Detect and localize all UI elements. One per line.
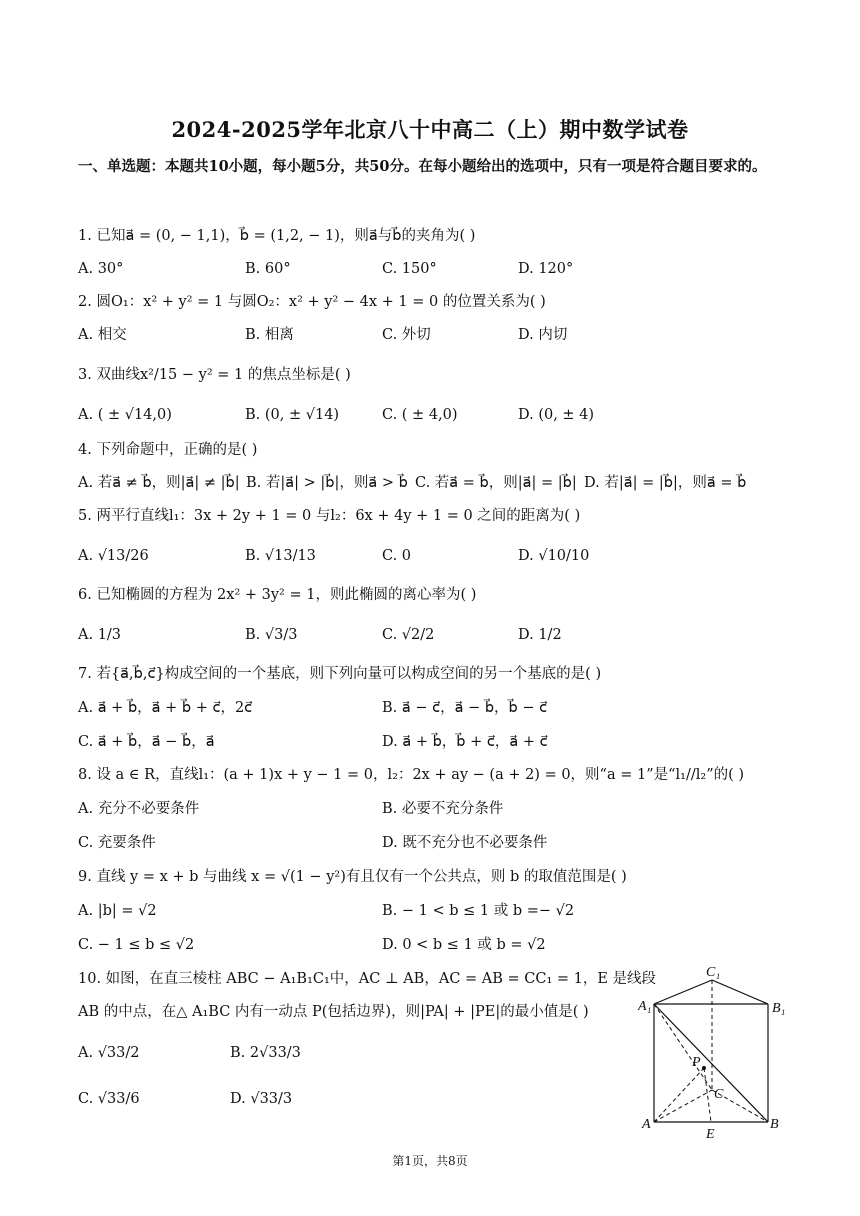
page-footer: 第1页，共8页 xyxy=(392,1154,468,1168)
question-2-stem: 2. 圆O₁：x² + y² = 1 与圆O₂：x² + y² − 4x + 1 = 0 的位置关系为( ) xyxy=(78,294,546,310)
question-8-option-d: D. 既不充分也不必要条件 xyxy=(382,835,548,851)
question-9-stem: 9. 直线 y = x + b 与曲线 x = √(1 − y²)有且仅有一个公共点，则 b 的取值范围是( ) xyxy=(78,869,627,885)
label-p: P xyxy=(692,1055,701,1070)
question-5-option-c: C. 0 xyxy=(382,548,412,564)
segment-a1-b xyxy=(654,1004,768,1122)
segment-p-e-hidden xyxy=(704,1068,711,1122)
question-5-option-a: A. √13/26 xyxy=(78,548,149,564)
label-b1: B₁ xyxy=(772,1001,786,1016)
question-5-option-b: B. √13/13 xyxy=(245,548,316,564)
point-p xyxy=(702,1066,706,1070)
question-5-option-d: D. √10/10 xyxy=(518,548,590,564)
prism-figure xyxy=(634,960,794,1140)
question-7-stem: 7. 若{a⃗,b⃗,c⃗}构成空间的一个基底，则下列向量可以构成空间的另一个基底的是( ) xyxy=(78,666,602,682)
question-2-option-d: D. 内切 xyxy=(518,327,568,343)
question-6-option-b: B. √3/3 xyxy=(245,627,298,643)
question-9-option-a: A. |b| = √2 xyxy=(78,903,157,919)
question-10-option-d: D. √33/3 xyxy=(230,1091,293,1107)
question-7-option-d: D. a⃗ + b⃗，b⃗ + c⃗，a⃗ + c⃗ xyxy=(382,734,548,750)
label-e: E xyxy=(706,1127,715,1140)
question-2-option-a: A. 相交 xyxy=(78,327,127,343)
question-3-option-a: A. ( ± √14,0) xyxy=(78,407,172,423)
question-10-option-a: A. √33/2 xyxy=(78,1045,140,1061)
question-3-option-d: D. (0, ± 4) xyxy=(518,407,595,423)
question-2-option-c: C. 外切 xyxy=(382,327,431,343)
question-1-option-d: D. 120° xyxy=(518,261,574,277)
question-8-option-a: A. 充分不必要条件 xyxy=(78,801,200,817)
section-heading: 一、单选题：本题共10小题，每小题5分，共50分。在每小题给出的选项中，只有一项是符合题目要求的。 xyxy=(78,158,767,175)
question-9-option-d: D. 0 < b ≤ 1 或 b = √2 xyxy=(382,937,546,953)
question-4-option-c: C. 若a⃗ = b⃗，则|a⃗| = |b⃗| xyxy=(415,475,577,491)
question-4-stem: 4. 下列命题中，正确的是( ) xyxy=(78,442,258,458)
question-9-option-b: B. − 1 < b ≤ 1 或 b =− √2 xyxy=(382,903,575,919)
label-c1: C₁ xyxy=(706,965,721,980)
question-2-option-b: B. 相离 xyxy=(245,327,294,343)
question-8-option-b: B. 必要不充分条件 xyxy=(382,801,504,817)
question-10-stem-line-1: 10. 如图，在直三棱柱 ABC − A₁B₁C₁中，AC ⊥ AB，AC = AB = CC₁ = 1，E 是线段 xyxy=(78,971,657,987)
question-4-option-a: A. 若a⃗ ≠ b⃗，则|a⃗| ≠ |b⃗| xyxy=(78,475,240,491)
question-7-option-c: C. a⃗ + b⃗，a⃗ − b⃗，a⃗ xyxy=(78,734,215,750)
question-6-option-d: D. 1/2 xyxy=(518,627,562,643)
label-b: B xyxy=(770,1117,779,1132)
label-c: C xyxy=(714,1087,724,1102)
exam-title: 2024-2025学年北京八十中高二（上）期中数学试卷 xyxy=(171,117,689,142)
question-6-option-c: C. √2/2 xyxy=(382,627,435,643)
question-1-option-c: C. 150° xyxy=(382,261,437,277)
question-1-stem: 1. 已知a⃗ = (0, − 1,1)，b⃗ = (1,2, − 1)，则a⃗与b⃗的夹角为( ) xyxy=(78,228,476,244)
question-1-option-b: B. 60° xyxy=(245,261,291,277)
label-a: A xyxy=(642,1117,651,1132)
question-3-option-b: B. (0, ± √14) xyxy=(245,407,340,423)
question-1-option-a: A. 30° xyxy=(78,261,124,277)
question-7-option-b: B. a⃗ − c⃗，a⃗ − b⃗，b⃗ − c⃗ xyxy=(382,700,548,716)
question-7-option-a: A. a⃗ + b⃗，a⃗ + b⃗ + c⃗，2c⃗ xyxy=(78,700,253,716)
question-6-stem: 6. 已知椭圆的方程为 2x² + 3y² = 1，则此椭圆的离心率为( ) xyxy=(78,587,477,603)
question-3-option-c: C. ( ± 4,0) xyxy=(382,407,458,423)
question-4-option-b: B. 若|a⃗| > |b⃗|，则a⃗ > b⃗ xyxy=(246,475,408,491)
edge-a-c-hidden xyxy=(654,1090,712,1122)
label-a1: A₁ xyxy=(638,999,652,1014)
question-8-option-c: C. 充要条件 xyxy=(78,835,156,851)
edge-c1-b1 xyxy=(712,980,768,1004)
question-10-option-b: B. 2√33/3 xyxy=(230,1045,301,1061)
edge-a1-c1 xyxy=(654,980,712,1004)
question-3-stem: 3. 双曲线x²/15 − y² = 1 的焦点坐标是( ) xyxy=(78,367,351,383)
question-10-option-c: C. √33/6 xyxy=(78,1091,140,1107)
question-9-option-c: C. − 1 ≤ b ≤ √2 xyxy=(78,937,195,953)
question-4-option-d: D. 若|a⃗| = |b⃗|，则a⃗ = b⃗ xyxy=(584,475,747,491)
segment-a1-c-hidden xyxy=(654,1004,712,1090)
question-10-stem-line-2: AB 的中点，在△ A₁BC 内有一动点 P(包括边界)，则|PA| + |PE|的最小值是( ) xyxy=(78,1004,589,1020)
question-5-stem: 5. 两平行直线l₁：3x + 2y + 1 = 0 与l₂：6x + 4y + 1 = 0 之间的距离为( ) xyxy=(78,508,581,524)
segment-a-p-hidden xyxy=(654,1068,704,1122)
question-6-option-a: A. 1/3 xyxy=(78,627,122,643)
question-8-stem: 8. 设 a ∈ R，直线l₁：(a + 1)x + y − 1 = 0，l₂：2x + ay − (a + 2) = 0，则“a = 1”是“l₁//l₂”的( ) xyxy=(78,767,745,783)
